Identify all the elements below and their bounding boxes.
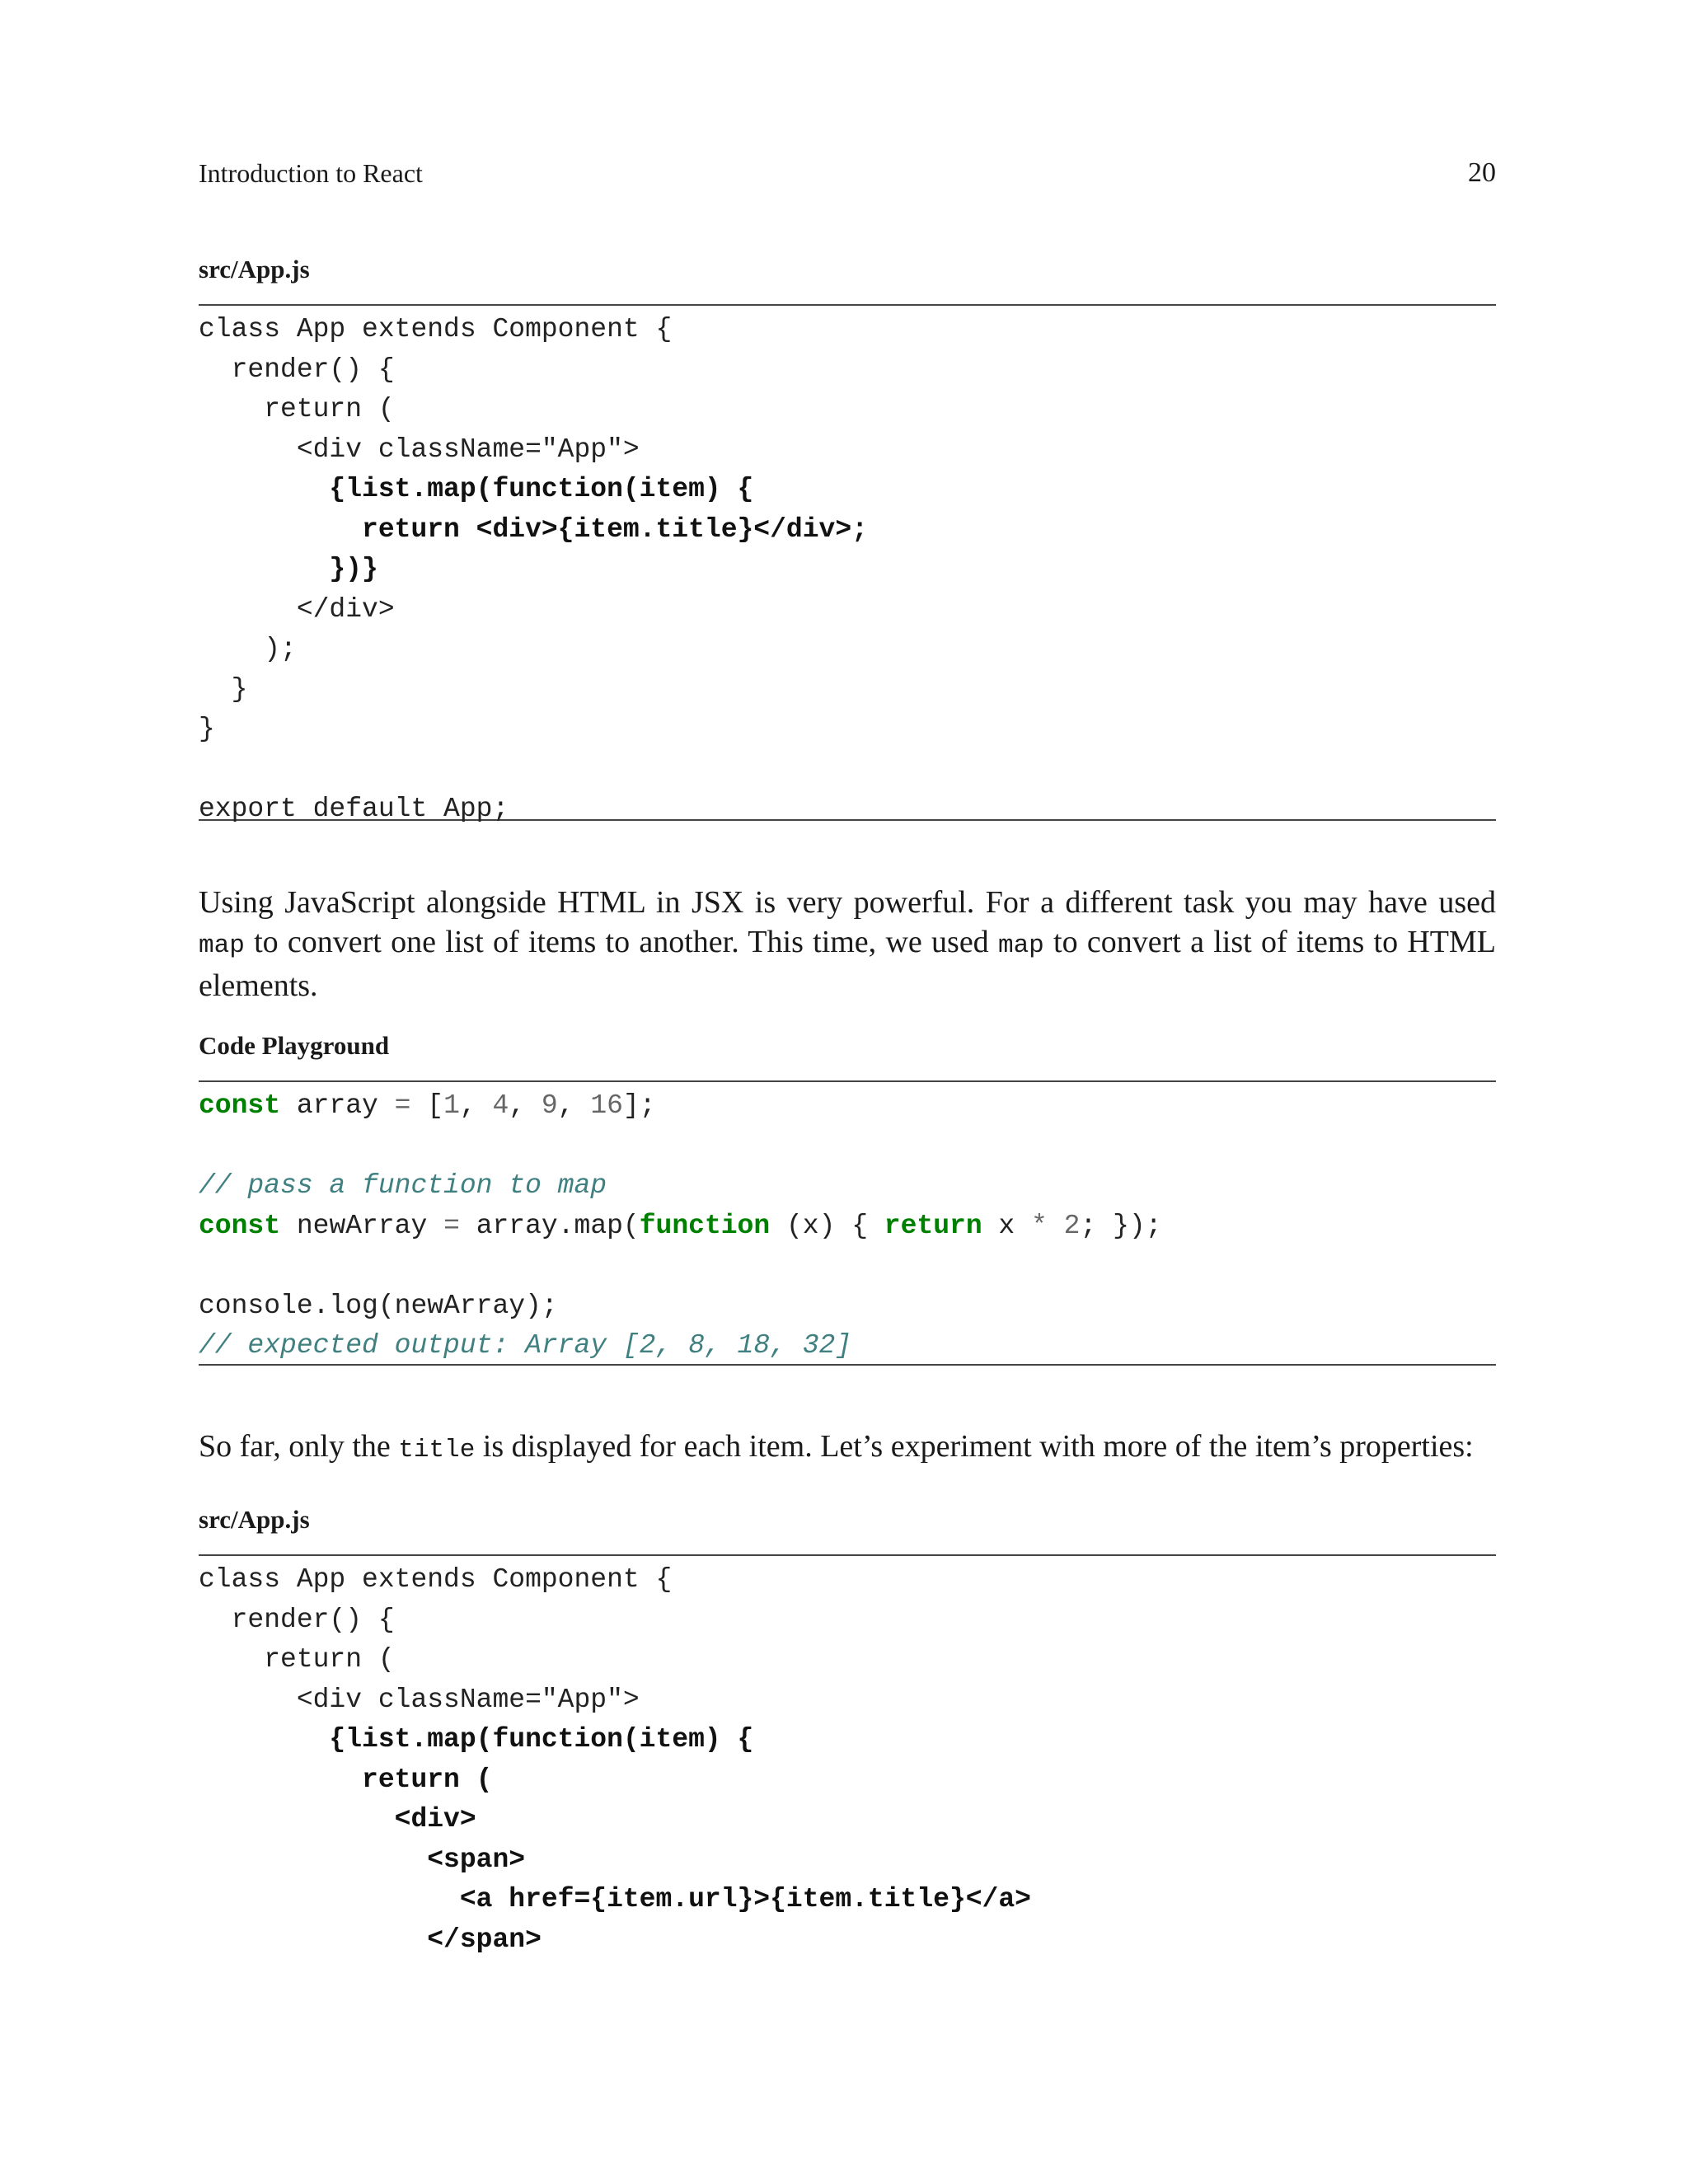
code-text: x: [982, 1210, 1032, 1241]
code-text: array.map(: [459, 1210, 640, 1241]
code-line-blank: [199, 1127, 1496, 1167]
code-line-highlighted: <div>: [199, 1804, 476, 1835]
inline-code: title: [398, 1436, 476, 1465]
code-line-highlighted: return (: [199, 1764, 493, 1795]
paragraph-text: Using JavaScript alongside HTML in JSX is very powerful. For a different task you may have used: [199, 885, 1496, 920]
code-line-highlighted: <a href={item.url}>{item.title}</a>: [199, 1884, 1031, 1915]
number: 16: [590, 1090, 623, 1121]
code-caption-app-js-2: src/App.js: [199, 1505, 310, 1534]
code-text: newArray: [280, 1210, 444, 1241]
code-text: ];: [622, 1090, 656, 1121]
code-text: ; });: [1080, 1210, 1162, 1241]
page-number: 20: [1468, 157, 1496, 188]
code-line: );: [199, 634, 297, 664]
code-line: class App extends Component {: [199, 314, 673, 344]
code-block-playground: [199, 1080, 1496, 1366]
code-line-highlighted: })}: [199, 554, 378, 584]
code-text: [: [410, 1090, 444, 1121]
number: 1: [443, 1090, 460, 1121]
paragraph-text: to convert one list of items to another. This time, we used: [244, 925, 998, 959]
operator: =: [394, 1090, 411, 1121]
code-line-blank: [199, 750, 1496, 790]
code-line-highlighted: </span>: [199, 1924, 542, 1955]
code-line-blank: [199, 1246, 1496, 1286]
code-line: return (: [199, 394, 395, 424]
code-line: console.log(newArray);: [199, 1290, 558, 1321]
operator: *: [1031, 1210, 1048, 1241]
code-caption-playground: Code Playground: [199, 1031, 390, 1060]
code-comment: // pass a function to map: [199, 1170, 607, 1201]
code-comment: // expected output: Array [2, 8, 18, 32]: [199, 1330, 852, 1361]
inline-code: map: [997, 931, 1044, 960]
code-line: <div className="App">: [199, 434, 640, 465]
code-text: (x) {: [770, 1210, 884, 1241]
inline-code: map: [199, 931, 245, 960]
keyword: return: [884, 1210, 982, 1241]
code-line: return (: [199, 1644, 395, 1675]
code-line: class App extends Component {: [199, 1564, 673, 1595]
code-line-highlighted: {list.map(function(item) {: [199, 474, 754, 504]
number: 2: [1063, 1210, 1081, 1241]
paragraph-text: is displayed for each item. Let’s experiment with more of the item’s properties:: [475, 1429, 1474, 1464]
keyword: const: [199, 1210, 281, 1241]
paragraph-text: to convert a list of items to HTML elements.: [199, 925, 1496, 1003]
code-line: render() {: [199, 354, 395, 385]
code-line-highlighted: {list.map(function(item) {: [199, 1724, 754, 1755]
code-line: <div className="App">: [199, 1684, 640, 1715]
code-caption-app-js: src/App.js: [199, 255, 310, 284]
number: 4: [492, 1090, 509, 1121]
running-header: [199, 157, 1496, 190]
code-block-app-js-2: [199, 1554, 1496, 1966]
code-line: render() {: [199, 1604, 395, 1635]
code-text: array: [280, 1090, 395, 1121]
code-line: const array = [1, 4, 9, 16];: [199, 1090, 656, 1121]
code-line: export default App;: [199, 794, 509, 824]
keyword: const: [199, 1090, 281, 1121]
code-line: }: [199, 714, 215, 744]
number: 9: [541, 1090, 558, 1121]
operator: =: [443, 1210, 460, 1241]
chapter-title: Introduction to React: [199, 158, 423, 188]
code-line: }: [199, 673, 248, 705]
code-line: </div>: [199, 593, 395, 625]
keyword: function: [639, 1210, 771, 1241]
body-paragraph-2: [199, 1427, 1496, 1470]
code-line-highlighted: return <div>{item.title}</div>;: [199, 513, 868, 545]
code-line-highlighted: <span>: [199, 1844, 526, 1875]
code-block-app-js-1: [199, 304, 1496, 824]
code-line: [199, 1207, 1496, 1247]
body-paragraph-1: [199, 883, 1496, 1005]
paragraph-text: So far, only the: [199, 1429, 399, 1464]
